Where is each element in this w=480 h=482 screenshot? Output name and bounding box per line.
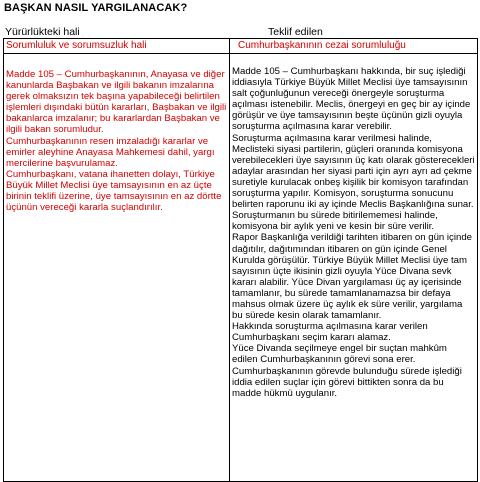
left-text-cell [4, 54, 230, 482]
right-text-cell [230, 54, 478, 482]
left-paragraph: Madde 105 – Cumhurbaşkanının, Anayasa ve diğer kanunlarda Başbakan ve ilgili bakanın imzalarına gerek olmaksızın tek başına yapabileceği belirtilen işlemleri dışındaki bütün kararları, Başbakan ve ilgili bakanlarca imzalanır; bu kararlardan Başbakan ve ilgili bakan sorumludur. [6, 69, 227, 136]
table-header-row [4, 39, 478, 54]
right-paragraph: Yüce Divanda seçilmeye engel bir suçtan mahkûm edilen Cumhurbaşkanının görevi sona erer. [232, 343, 447, 366]
page-title: BAŞKAN NASIL YARGILANACAK? [4, 2, 188, 14]
left-paragraph: Cumhurbaşkanı, vatana ihanetten dolayı, Türkiye Büyük Millet Meclisi üye tamsayısının en az üçte birinin teklifi üzerine, üye tamsayısının en az dörtte üçünün vereceği kararla suçlandırılır. [6, 168, 222, 214]
right-heading-cell [230, 39, 478, 54]
left-heading-cell [4, 39, 230, 54]
right-heading: Cumhurbaşkanının cezai sorumluluğu [238, 40, 406, 51]
comparison-table [3, 38, 478, 482]
right-paragraph: Cumhurbaşkanının görevde bulunduğu sürede işlediği iddia edilen suçlar için görevi bittikten sonra da bu madde hükmü uygulanır. [232, 365, 462, 399]
table-body-row [4, 54, 478, 482]
right-paragraph: Hakkında soruşturma açılmasına karar verilen Cumhurbaşkanı seçim kararı alamaz. [232, 321, 428, 344]
column-header-current: Yürürlükteki hali [5, 26, 80, 38]
right-paragraph: Soruşturma açılmasına karar verilmesi halinde, Meclisteki siyasi partilerin, güçleri oranında komisyona verebilecekleri üye sayısının üç katı olarak gösterecekleri adaylar arasından her siyasi parti için ayrı ayrı ad çekme suretiyle kurulacak onbeş kişilik bir komisyon tarafından soruşturma yapılır. Komisyon, soruşturma sonucunu belirten raporunu iki ay içinde Meclis Başkanlığına sunar. Soruşturmanın bu sürede bitirilememesi halinde, komisyona bir aylık yeni ve kesin bir süre verilir. [232, 132, 475, 233]
left-paragraph: Cumhurbaşkanının resen imzaladığı kararlar ve emirler aleyhine Anayasa Mahkemesi dahil, yargı mercilerine başvurulamaz. [6, 135, 215, 169]
right-paragraph: Madde 105 – Cumhurbaşkanı hakkında, bir suç işlediği iddiasıyla Türkiye Büyük Millet Meclisi üye tamsayısının salt çoğunluğunun vereceği önergeyle soruşturma açılması istenebilir. Meclis, önergeyi en geç bir ay içinde görüşür ve üye tamsayısının beşte üçünün gizli oyuyla soruşturma açılmasına karar verebilir. [232, 66, 471, 133]
left-heading: Sorumluluk ve sorumsuzluk hali [6, 40, 147, 51]
right-paragraph: Rapor Başkanlığa verildiği tarihten itibaren on gün içinde dağıtılır, dağıtımından itibaren on gün içinde Genel Kurulda görüşülür. Türkiye Büyük Millet Meclisi üye tam sayısının üçte ikisinin gizli oyuyla Yüce Divana sevk kararı alabilir. Yüce Divan yargılaması üç ay içerisinde tamamlanır, bu sürede tamamlanamazsa bir defaya mahsus olmak üzere üç aylık ek süre verilir, yargılama bu sürede kesin olarak tamamlanır. [232, 232, 472, 322]
column-header-proposed: Teklif edilen [268, 26, 323, 38]
